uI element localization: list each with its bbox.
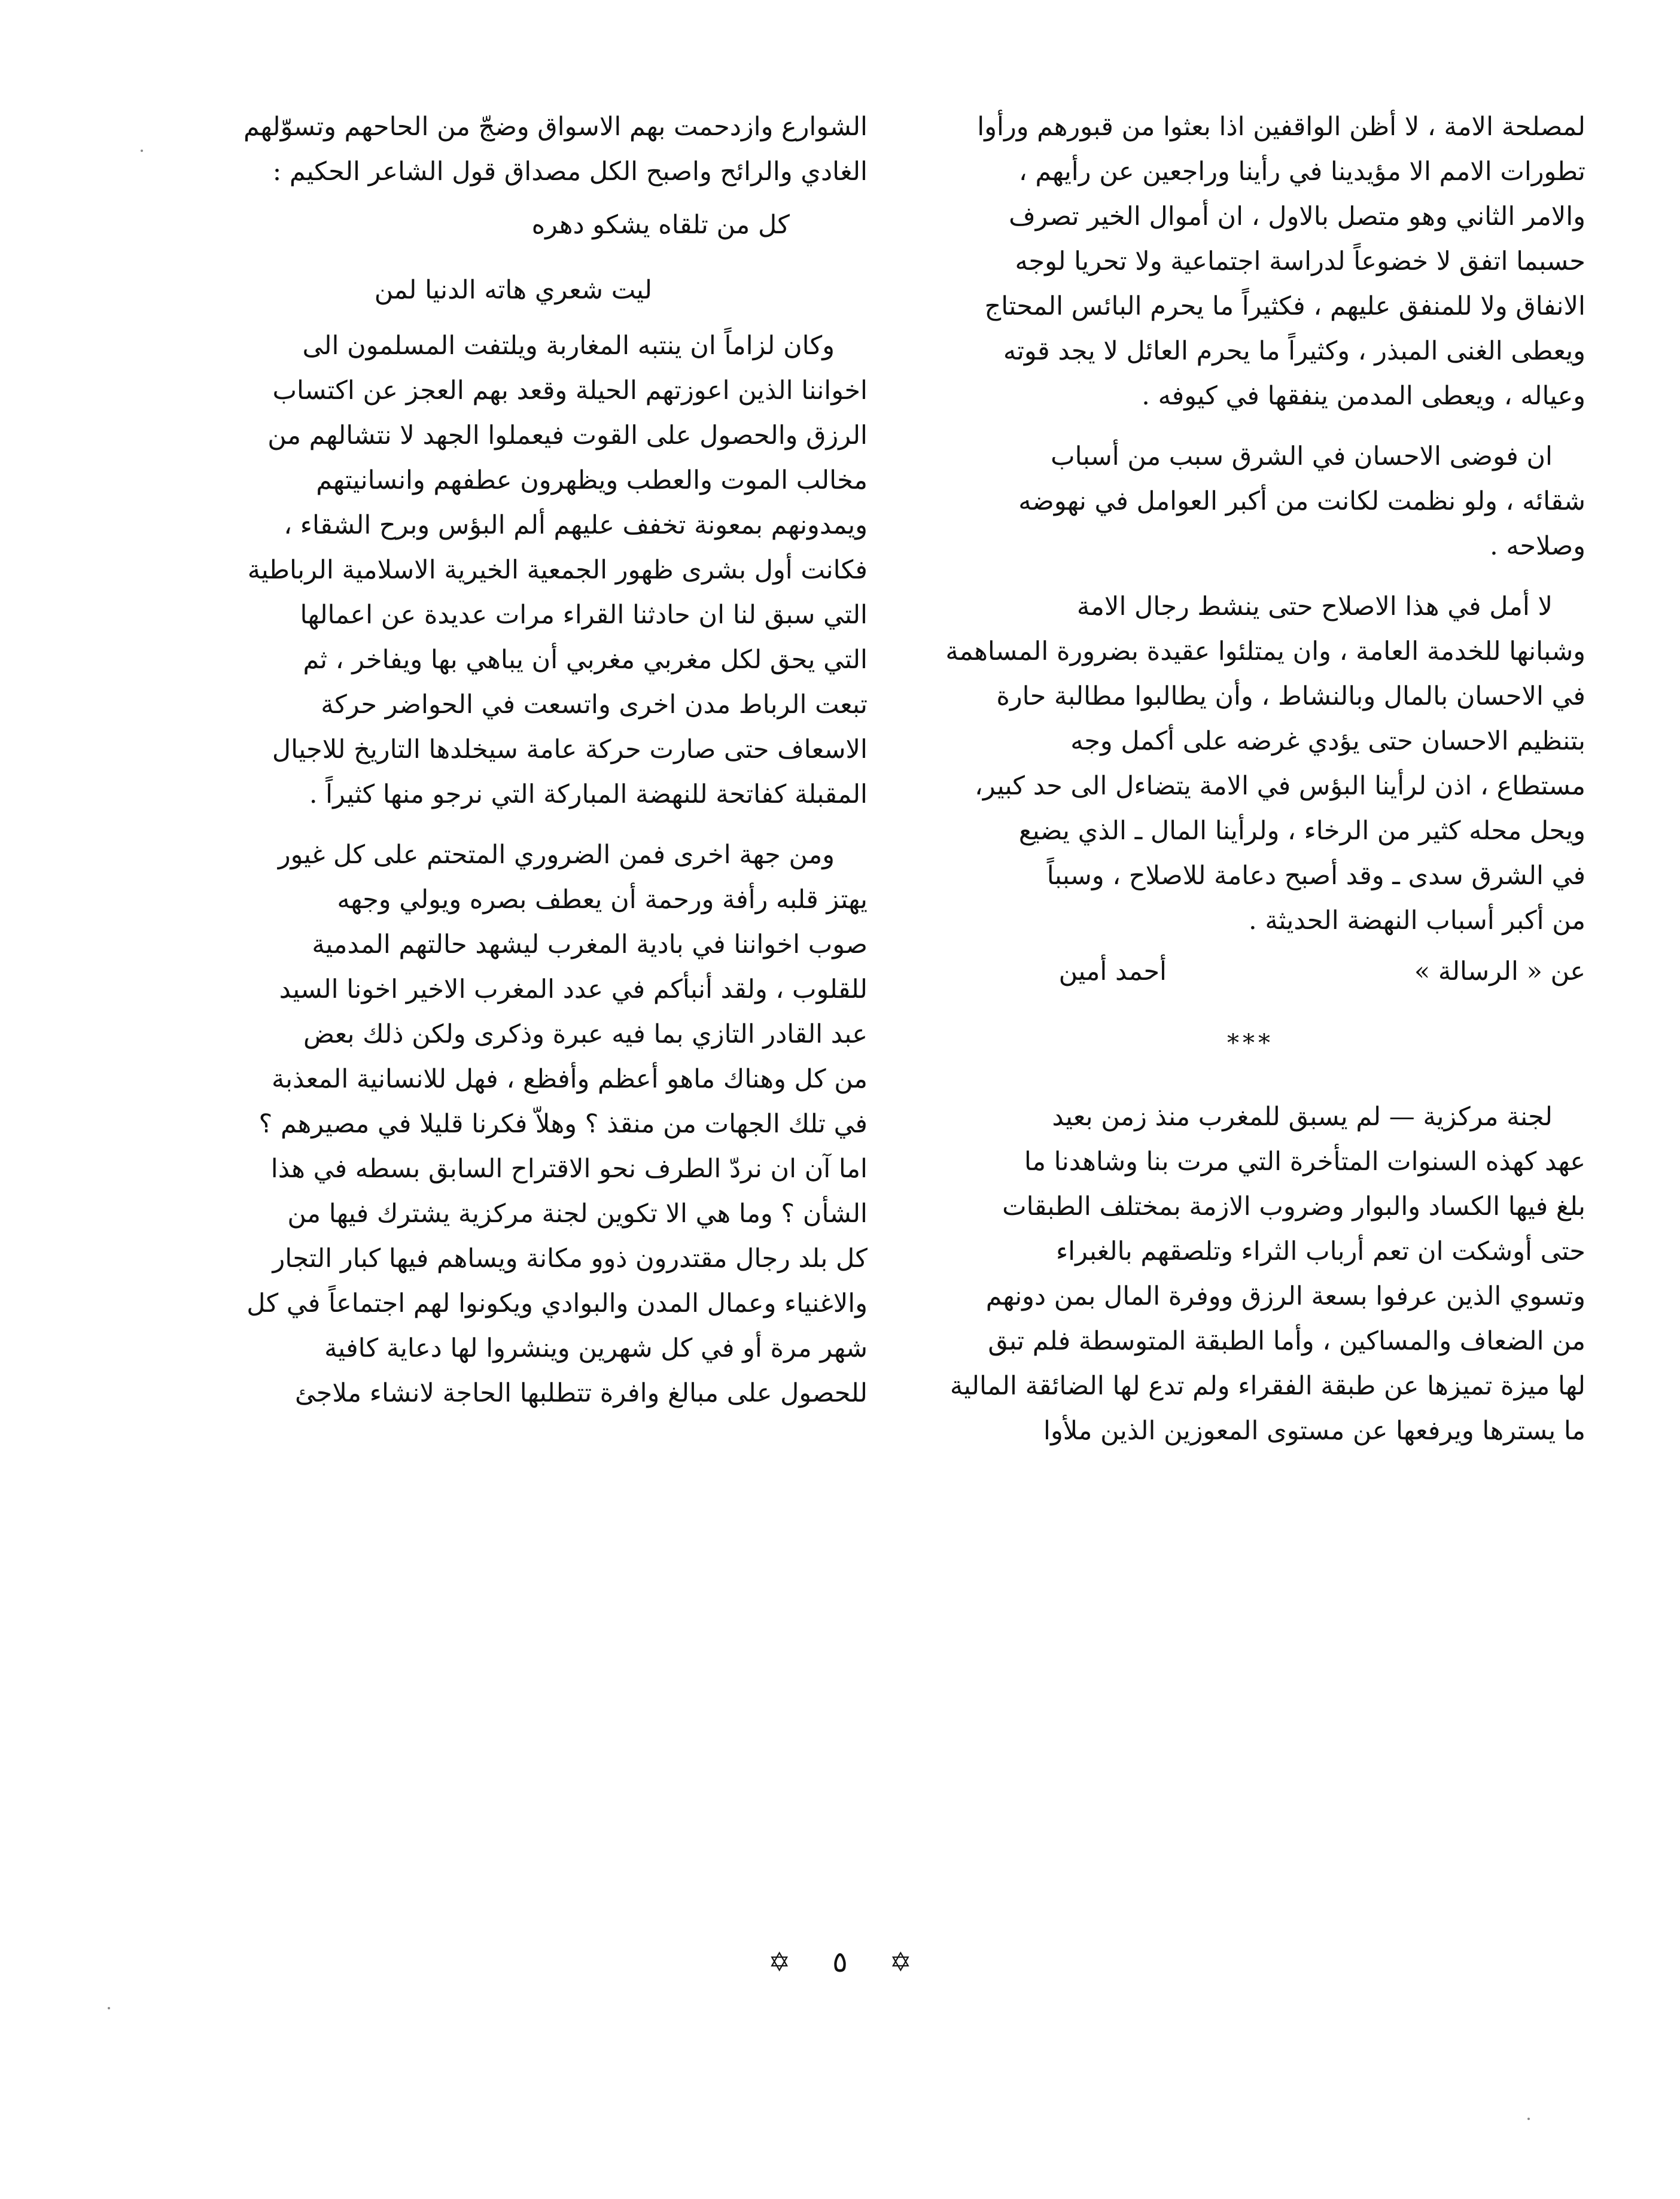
- text-line: في تلك الجهات من منقذ ؟ وهلاّ فكرنا قليلا في مصيرهم ؟: [258, 1109, 868, 1139]
- scan-speck-icon: [1527, 2118, 1530, 2120]
- text-line: من الضعاف والمساكين ، وأما الطبقة المتوسطة فلم تبق: [988, 1326, 1585, 1356]
- text-line: يهتز قلبه رأفة ورحمة أن يعطف بصره ويولي وجهه: [337, 885, 868, 915]
- text-line: والاغنياء وعمال المدن والبوادي ويكونوا لهم اجتماعاً في كل: [246, 1289, 868, 1318]
- text-line: ومن جهة اخرى فمن الضروري المتحتم على كل غيور: [278, 840, 835, 870]
- text-line: التي يحق لكل مغربي مغربي أن يباهي بها ويفاخر ، ثم: [303, 645, 868, 675]
- right-column: [915, 105, 1585, 1454]
- text-line: فكانت أول بشرى ظهور الجمعية الخيرية الاسلامية الرباطية: [247, 555, 868, 585]
- text-line: ما يسترها ويرفعها عن مستوى المعوزين الذين ملأوا: [1043, 1416, 1585, 1446]
- scan-speck-icon: [108, 2007, 110, 2009]
- page-number: ٥: [832, 1945, 848, 1979]
- text-line: في الشرق سدى ـ وقد أصبح دعامة للاصلاح ، وسبباً: [1046, 861, 1585, 891]
- text-line: من كل وهناك ماهو أعظم وأفظع ، فهل للانسانية المعذبة: [272, 1064, 868, 1094]
- poem-verse: [197, 203, 868, 313]
- text-line: مخالب الموت والعطب ويظهرون عطفهم وانسانيتهم: [316, 465, 868, 495]
- text-line: للقلوب ، ولقد أنبأكم في عدد المغرب الاخير اخونا السيد: [279, 974, 868, 1004]
- text-line: ويعطى الغنى المبذر ، وكثيراً ما يحرم العائل لا يجد قوته: [1003, 336, 1585, 366]
- text-line: لمصلحة الامة ، لا أظن الواقفين اذا بعثوا من قبورهم ورأوا: [977, 112, 1585, 142]
- star-ornament-icon: ✡: [768, 1947, 791, 1978]
- text-line: المقبلة كفاتحة للنهضة المباركة التي نرجو منها كثيراً .: [309, 779, 868, 809]
- text-line: والامر الثاني وهو متصل بالاول ، ان أموال الخير تصرف: [1009, 202, 1585, 232]
- verse-line-2: ليت شعري هاته الدنيا لمن: [374, 275, 652, 305]
- text-line: الانفاق ولا للمنفق عليهم ، فكثيراً ما يحرم البائس المحتاج: [984, 291, 1585, 321]
- text-line: وشبانها للخدمة العامة ، وان يمتلئوا عقيدة بضرورة المساهمة: [945, 636, 1585, 666]
- verse-line-1: كل من تلقاه يشكو دهره: [531, 210, 790, 240]
- text-line: وتسوي الذين عرفوا بسعة الرزق ووفرة المال بمن دونهم: [985, 1281, 1585, 1311]
- text-line: بتنظيم الاحسان حتى يؤدي غرضه على أكمل وجه: [1070, 726, 1585, 756]
- text-line: كل بلد رجال مقتدرون ذوو مكانة ويساهم فيها كبار التجار: [272, 1244, 868, 1274]
- text-line: تطورات الامم الا مؤيدينا في رأينا وراجعين عن رأيهم ،: [1018, 157, 1585, 187]
- text-line: اخواننا الذين اعوزتهم الحيلة وقعد بهم العجز عن اكتساب: [272, 376, 868, 406]
- text-line: الغادي والرائح واصبح الكل مصداق قول الشاعر الحكيم :: [272, 157, 868, 187]
- text-line: الاسعاف حتى صارت حركة عامة سيخلدها التاريخ للاجيال: [272, 735, 868, 765]
- right-paragraph-4: [915, 1095, 1585, 1454]
- text-line: بلغ فيها الكساد والبوار وضروب الازمة بمختلف الطبقات: [1002, 1192, 1585, 1222]
- scan-speck-icon: [141, 150, 143, 152]
- text-line: عهد كهذه السنوات المتأخرة التي مرت بنا وشاهدنا ما: [1024, 1147, 1585, 1177]
- text-line: التي سبق لنا ان حادثنا القراء مرات عديدة عن اعمالها: [300, 600, 868, 630]
- left-paragraph-2: [197, 324, 868, 817]
- text-line: وعياله ، ويعطى المدمن ينفقها في كيوفه .: [1142, 381, 1585, 411]
- text-line: وصلاحه .: [1490, 531, 1585, 561]
- star-ornament-icon: ✡: [889, 1947, 912, 1978]
- left-paragraph-1: [197, 105, 868, 194]
- right-paragraph-2: [915, 434, 1585, 569]
- text-line: مستطاع ، اذن لرأينا البؤس في الامة يتضاءل الى حد كبير،: [975, 771, 1585, 801]
- right-paragraph-1: [915, 105, 1585, 419]
- left-paragraph-3: [197, 833, 868, 1416]
- text-line: لجنة مركزية — لم يسبق للمغرب منذ زمن بعيد: [1052, 1102, 1553, 1132]
- text-line: لها ميزة تميزها عن طبقة الفقراء ولم تدع لها الضائقة المالية: [949, 1371, 1585, 1401]
- right-paragraph-3: [915, 584, 1585, 943]
- text-line: من أكبر أسباب النهضة الحديثة .: [1249, 906, 1585, 936]
- page-footer: [0, 1945, 1680, 1979]
- text-line: في الاحسان بالمال وبالنشاط ، وأن يطالبوا مطالبة حارة: [996, 681, 1585, 711]
- section-separator: ***: [1227, 1030, 1274, 1057]
- text-line: حتى أوشكت ان تعم أرباب الثراء وتلصقهم بالغبراء: [1055, 1236, 1585, 1266]
- text-line: تبعت الرباط مدن اخرى واتسعت في الحواضر حركة: [321, 690, 868, 720]
- text-line: حسبما اتفق لا خضوعاً لدراسة اجتماعية ولا تحريا لوجه: [1015, 246, 1585, 276]
- text-line: صوب اخواننا في بادية المغرب ليشهد حالتهم المدمية: [312, 930, 868, 960]
- text-line: ويمدونهم بمعونة تخفف عليهم ألم البؤس وبرح الشقاء ،: [284, 510, 868, 540]
- article-author: أحمد أمين: [1058, 957, 1167, 986]
- text-line: الشأن ؟ وما هي الا تكوين لجنة مركزية يشترك فيها من: [287, 1199, 868, 1229]
- text-line: للحصول على مبالغ وافرة تتطلبها الحاجة لانشاء ملاجئ: [294, 1378, 868, 1408]
- text-line: اما آن ان نردّ الطرف نحو الاقتراح السابق بسطه في هذا: [270, 1154, 868, 1184]
- text-line: الشوارع وازدحمت بهم الاسواق وضجّ من الحاحهم وتسوّلهم: [244, 112, 868, 142]
- text-line: عبد القادر التازي بما فيه عبرة وذكرى ولكن ذلك بعض: [303, 1019, 868, 1049]
- text-line: الرزق والحصول على القوت فيعملوا الجهد لا نتشالهم من: [267, 421, 868, 450]
- text-line: شهر مرة أو في كل شهرين وينشروا لها دعاية كافية: [324, 1333, 868, 1363]
- text-line: ويحل محله كثير من الرخاء ، ولرأينا المال ـ الذي يضيع: [1018, 816, 1585, 846]
- text-line: وكان لزاماً ان ينتبه المغاربة ويلتفت المسلمون الى: [302, 331, 835, 361]
- text-line: ان فوضى الاحسان في الشرق سبب من أسباب: [1051, 441, 1553, 471]
- text-line: شقائه ، ولو نظمت لكانت من أكبر العوامل في نهوضه: [1018, 486, 1585, 516]
- article-signature: [915, 949, 1585, 997]
- article-source: عن « الرسالة »: [1414, 957, 1585, 986]
- left-column: [197, 105, 868, 1416]
- text-line: لا أمل في هذا الاصلاح حتى ينشط رجال الامة: [1076, 592, 1553, 622]
